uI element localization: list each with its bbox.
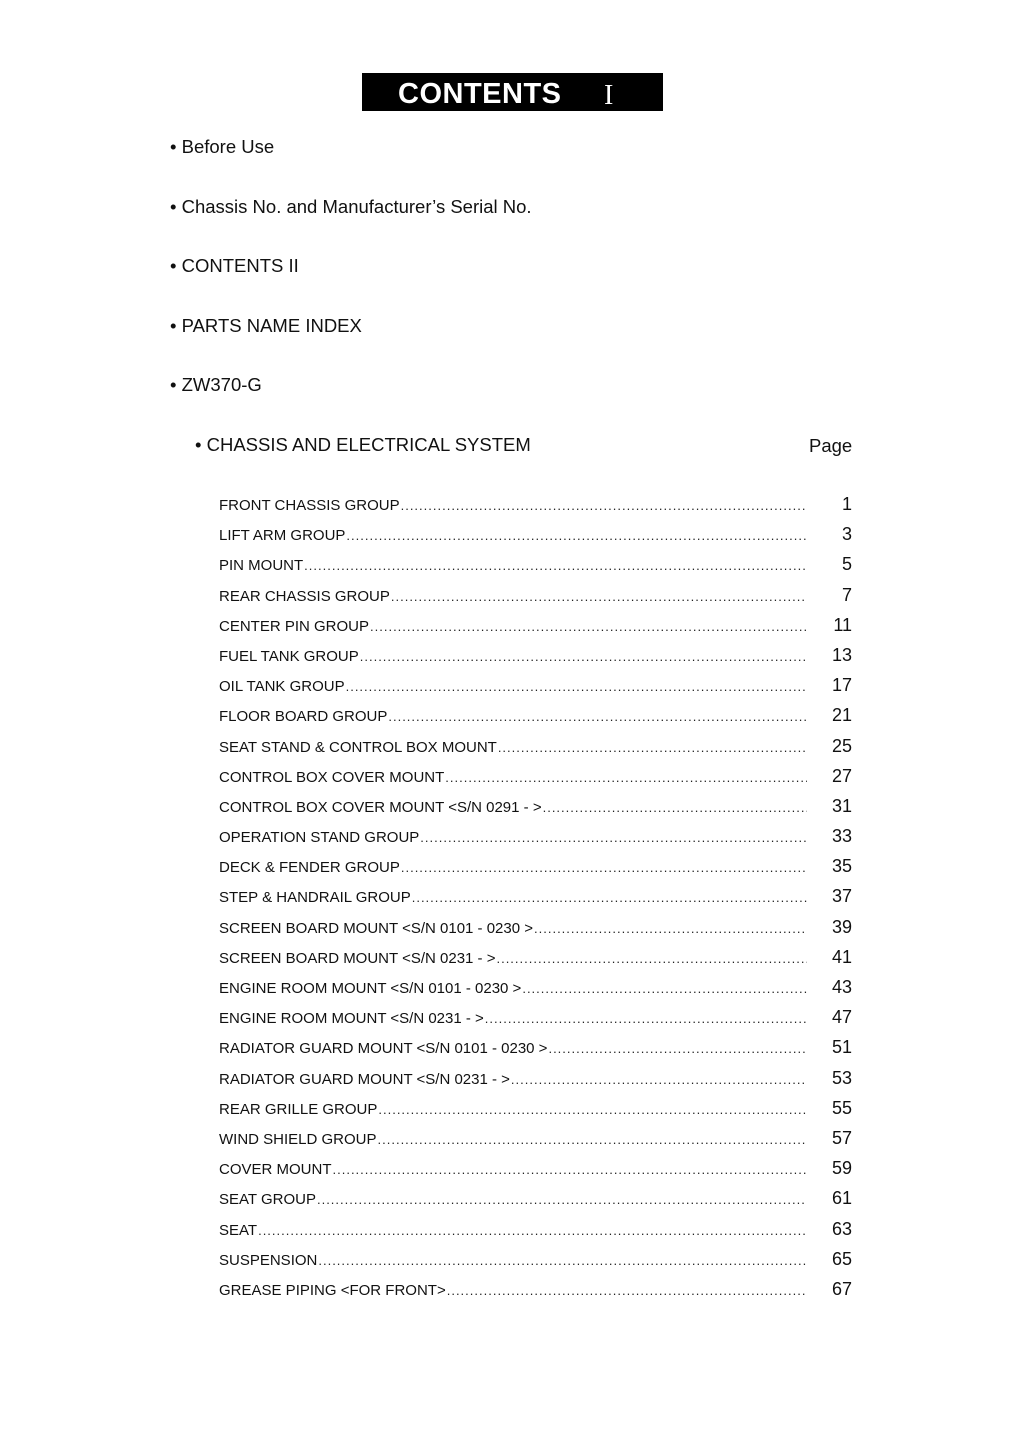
toc-entry-label: WIND SHIELD GROUP (219, 1130, 377, 1148)
toc-entry-label: RADIATOR GUARD MOUNT <S/N 0101 - 0230 > (219, 1040, 548, 1058)
toc-entry (219, 1128, 852, 1158)
toc-entry-page: 3 (841, 524, 852, 545)
toc-entry-page: 7 (841, 584, 852, 605)
toc-entry-label: FUEL TANK GROUP (219, 647, 359, 665)
dot-leader (333, 1162, 808, 1177)
toc-entry (219, 1219, 852, 1249)
title-roman-numeral: I (604, 80, 614, 111)
toc-entry-label: OPERATION STAND GROUP (219, 829, 420, 847)
toc-entry (219, 886, 852, 916)
toc-entry-label: STEP & HANDRAIL GROUP (219, 889, 411, 907)
bullet-contents-ii: • CONTENTS II (170, 255, 299, 276)
dot-leader (498, 740, 807, 755)
toc-entry (219, 1158, 852, 1188)
toc-entry (219, 494, 852, 524)
toc-entry (219, 917, 852, 947)
toc-entry-label: SEAT STAND & CONTROL BOX MOUNT (219, 738, 497, 756)
dot-leader (420, 830, 807, 845)
dot-leader (370, 619, 807, 634)
toc-entry-label: SCREEN BOARD MOUNT <S/N 0231 - > (219, 949, 496, 967)
dot-leader (522, 981, 807, 996)
toc-entry (219, 856, 852, 886)
dot-leader (318, 1253, 807, 1268)
toc-entry-label: OIL TANK GROUP (219, 678, 345, 696)
toc-entry-page: 63 (831, 1218, 852, 1239)
toc-entry-page: 1 (841, 494, 852, 514)
toc-entry-page: 37 (831, 886, 852, 907)
toc-entry (219, 675, 852, 705)
toc-entry-page: 21 (831, 705, 852, 726)
toc-entry (219, 977, 852, 1007)
dot-leader (391, 589, 807, 604)
toc-entry-label: CENTER PIN GROUP (219, 617, 370, 635)
toc-entry (219, 1037, 852, 1067)
dot-leader (412, 890, 807, 905)
toc-entry (219, 947, 852, 977)
toc-entry (219, 1098, 852, 1128)
dot-leader (401, 860, 807, 875)
toc-entry-page: 47 (831, 1007, 852, 1028)
toc-entry-label: CONTROL BOX COVER MOUNT <S/N 0291 - > (219, 798, 542, 816)
toc-entry-page: 65 (831, 1248, 852, 1269)
dot-leader (445, 770, 807, 785)
toc-entry-page: 17 (831, 675, 852, 696)
toc-entry (219, 585, 852, 615)
bullet-chassis-serial: • Chassis No. and Manufacturer’s Serial No. (170, 196, 532, 217)
dot-leader (388, 709, 807, 724)
dot-leader (447, 1283, 807, 1298)
toc-entry-label: RADIATOR GUARD MOUNT <S/N 0231 - > (219, 1070, 510, 1088)
dot-leader (485, 1011, 807, 1026)
dot-leader (360, 649, 807, 664)
contents-title-box (362, 73, 663, 111)
toc-entry-page: 61 (831, 1188, 852, 1209)
toc-entry-label: SEAT (219, 1221, 258, 1239)
toc-entry-page: 67 (831, 1278, 852, 1299)
dot-leader (346, 528, 807, 543)
bullet-parts-name-index: • PARTS NAME INDEX (170, 315, 362, 336)
toc-entry (219, 1279, 852, 1309)
toc-entry (219, 1249, 852, 1279)
toc-entry-label: DECK & FENDER GROUP (219, 859, 400, 877)
toc-entry (219, 615, 852, 645)
toc-entry (219, 826, 852, 856)
dot-leader (534, 921, 807, 936)
toc-entry-label: REAR CHASSIS GROUP (219, 587, 390, 605)
toc-entry-page: 35 (831, 856, 852, 877)
toc-entry (219, 554, 852, 584)
dot-leader (304, 558, 807, 573)
toc-entry (219, 766, 852, 796)
toc-entry (219, 796, 852, 826)
toc-entry-page: 13 (831, 644, 852, 665)
toc-entry-page: 25 (831, 735, 852, 756)
toc-entry-page: 43 (831, 977, 852, 997)
toc-entry (219, 1188, 852, 1218)
toc-entry (219, 524, 852, 554)
toc-entry-label: PIN MOUNT (219, 557, 304, 575)
toc-entry-label: FRONT CHASSIS GROUP (219, 497, 400, 514)
toc-entry-page: 59 (831, 1158, 852, 1179)
dot-leader (317, 1192, 807, 1207)
dot-leader (511, 1072, 807, 1087)
toc-entry-label: SUSPENSION (219, 1251, 318, 1269)
toc-entry-label: ENGINE ROOM MOUNT <S/N 0101 - 0230 > (219, 980, 522, 997)
dot-leader (548, 1041, 807, 1056)
toc-entry-page: 11 (833, 614, 852, 635)
toc-entry-label: GREASE PIPING <FOR FRONT> (219, 1281, 446, 1299)
toc-entry-page: 41 (831, 946, 852, 967)
dot-leader (543, 800, 807, 815)
toc-entry-label: FLOOR BOARD GROUP (219, 708, 388, 726)
toc-entry-page: 31 (831, 795, 852, 816)
toc-entry-page: 27 (831, 765, 852, 786)
page-title: CONTENTS (398, 78, 562, 110)
toc-entry-page: 39 (831, 916, 852, 937)
toc-entry-page: 55 (831, 1097, 852, 1118)
toc-entry (219, 1007, 852, 1037)
toc-entry-label: CONTROL BOX COVER MOUNT (219, 768, 445, 786)
toc-entry-page: 53 (831, 1067, 852, 1088)
toc-entry-label: LIFT ARM GROUP (219, 527, 346, 545)
dot-leader (346, 679, 807, 694)
dot-leader (401, 498, 807, 513)
dot-leader (378, 1132, 807, 1147)
toc-entry-page: 5 (841, 554, 852, 575)
toc-entry-label: REAR GRILLE GROUP (219, 1100, 378, 1118)
toc-entry-label: SEAT GROUP (219, 1191, 316, 1209)
dot-leader (496, 951, 807, 966)
dot-leader (258, 1223, 807, 1238)
toc-entry (219, 645, 852, 675)
toc-entry (219, 1068, 852, 1098)
section-heading: • CHASSIS AND ELECTRICAL SYSTEM (195, 434, 531, 455)
toc-entry-label: COVER MOUNT (219, 1161, 332, 1179)
toc-entry (219, 705, 852, 735)
toc-entry-page: 57 (831, 1127, 852, 1148)
toc-entry-label: ENGINE ROOM MOUNT <S/N 0231 - > (219, 1010, 484, 1028)
bullet-model: • ZW370-G (170, 374, 262, 395)
toc-list (219, 494, 852, 1309)
page-column-label: Page (809, 435, 853, 456)
toc-entry (219, 736, 852, 766)
toc-entry-label: SCREEN BOARD MOUNT <S/N 0101 - 0230 > (219, 919, 534, 937)
dot-leader (378, 1102, 807, 1117)
bullet-before-use: • Before Use (170, 136, 275, 157)
toc-entry-page: 33 (831, 826, 852, 847)
toc-entry-page: 51 (831, 1037, 852, 1058)
